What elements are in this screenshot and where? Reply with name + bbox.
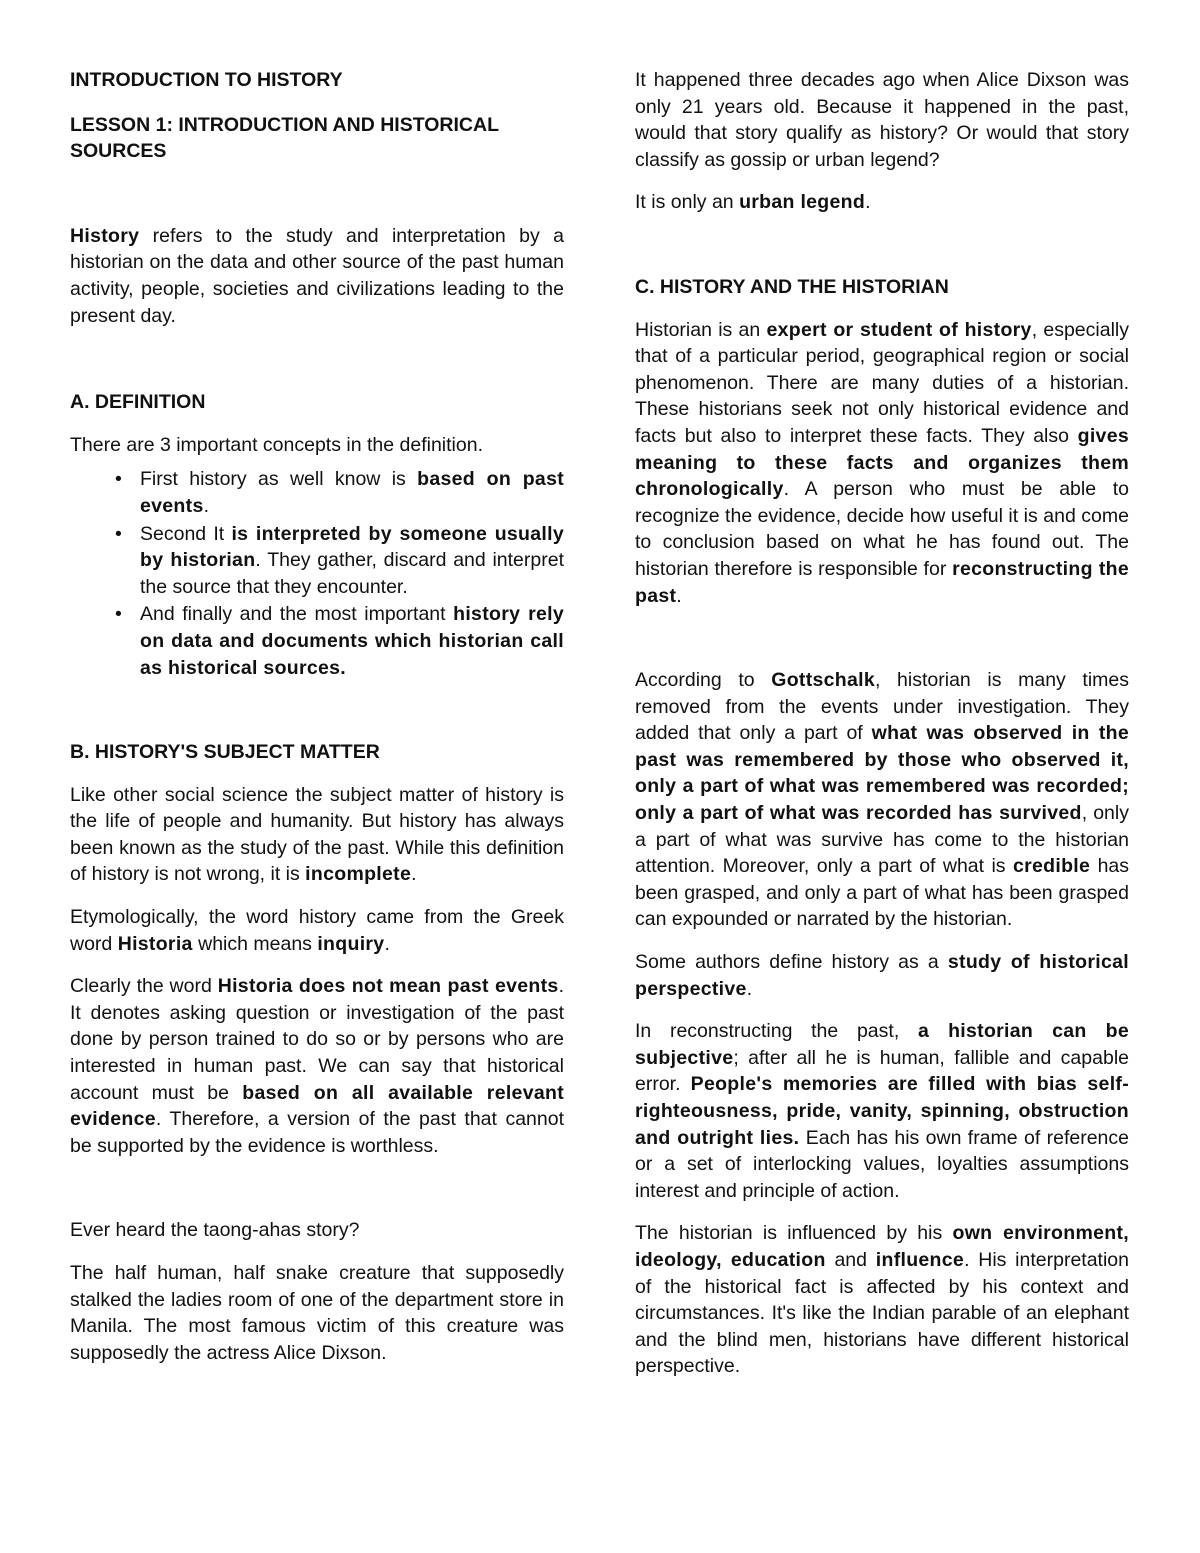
right-column [635, 67, 1129, 1380]
perspective-paragraph: Some authors define history as a study of historical perspective. [635, 951, 1129, 1000]
bullet-icon: • [115, 468, 122, 491]
definition-list [70, 466, 564, 681]
bullet-icon: • [115, 522, 122, 545]
dixson-paragraph: It happened three decades ago when Alice Dixson was only 21 years old. Because it happened in the past, would that story qualify as history? Or would that story classify as gossip or urban legend? [635, 69, 1129, 171]
gottschalk-paragraph: According to Gottschalk, historian is many times removed from the events under investigation. They added that only a part of what was observed in the past was remembered by those who observed it, only a part of what was remembered was recorded; only a part of what was recorded has survived, only a part of what was survive has come to the historian attention. Moreover, only a part of what is credible has been grasped, and only a part of what has been grasped can expounded or narrated by the historian. [635, 669, 1130, 931]
list-item: • Second It is interpreted by someone usually by historian. They gather, discard and interpret the source that they encounter. [115, 522, 564, 598]
list-item: • First history as well know is based on past events. [115, 468, 565, 517]
urban-legend-paragraph: It is only an urban legend. [635, 191, 871, 214]
taong-ahas-question: Ever heard the taong-ahas story? [70, 1219, 360, 1242]
intro-term: History [70, 224, 140, 247]
bullet-icon: • [115, 603, 122, 626]
intro-paragraph: History refers to the study and interpretation by a historian on the data and other source of the past human activity, people, societies and civilizations leading to the present day. [70, 224, 564, 327]
section-c-heading: C. HISTORY AND THE HISTORIAN [635, 275, 949, 298]
etymology-paragraph: Etymologically, the word history came from the Greek word Historia which means inquiry. [70, 906, 564, 955]
subject-matter-paragraph: Like other social science the subject matter of history is the life of people and humanity. But history has always been known as the study of the past. While this definition of history is not wrong, it is incomplete. [70, 783, 564, 886]
section-b-heading: B. HISTORY'S SUBJECT MATTER [70, 741, 380, 764]
taong-ahas-paragraph: The half human, half snake creature that supposedly stalked the ladies room of one of the department store in Manila. The most famous victim of this creature was supposedly the actress Alice Dixson. [70, 1262, 564, 1364]
section-a-heading: A. DEFINITION [70, 391, 206, 414]
document-title: INTRODUCTION TO HISTORY [70, 69, 343, 91]
left-column [70, 67, 564, 1366]
historian-definition-paragraph: Historian is an expert or student of history, especially that of a particular period, geographical region or social phenomenon. There are many duties of a historian. These historians seek not only historical evidence and facts but also to interpret these facts. They also gives meaning to these facts and organizes them chronologically. A person who must be able to recognize the evidence, decide how useful it is and come to conclusion based on what he has found out. The historian therefore is responsible for reconstructing the past. [635, 318, 1129, 607]
section-a-lead: There are 3 important concepts in the definition. [70, 433, 483, 456]
subjective-paragraph: In reconstructing the past, a historian can be subjective; after all he is human, fallible and capable error. People's memories are filled with bias self-righteousness, pride, vanity, spinning, obstruction and outright lies. Each has his own frame of reference or a set of interlocking values, loyalties assumptions interest and principle of action. [635, 1020, 1129, 1202]
list-item: • And finally and the most important history rely on data and documents which historian call as historical sources. [115, 603, 564, 679]
lesson-heading: LESSON 1: INTRODUCTION AND HISTORICAL SOURCES [70, 113, 499, 163]
historia-paragraph: Clearly the word Historia does not mean past events. It denotes asking question or investigation of the past done by person trained to do so or by persons who are interested in human past. We can say that historical account must be based on all available relevant evidence. Therefore, a version of the past that cannot be supported by the evidence is worthless. [70, 975, 564, 1157]
influence-paragraph: The historian is influenced by his own environment, ideology, education and influence. His interpretation of the historical fact is affected by his context and circumstances. It's like the Indian parable of an elephant and the blind men, historians have different historical perspective. [635, 1222, 1129, 1378]
